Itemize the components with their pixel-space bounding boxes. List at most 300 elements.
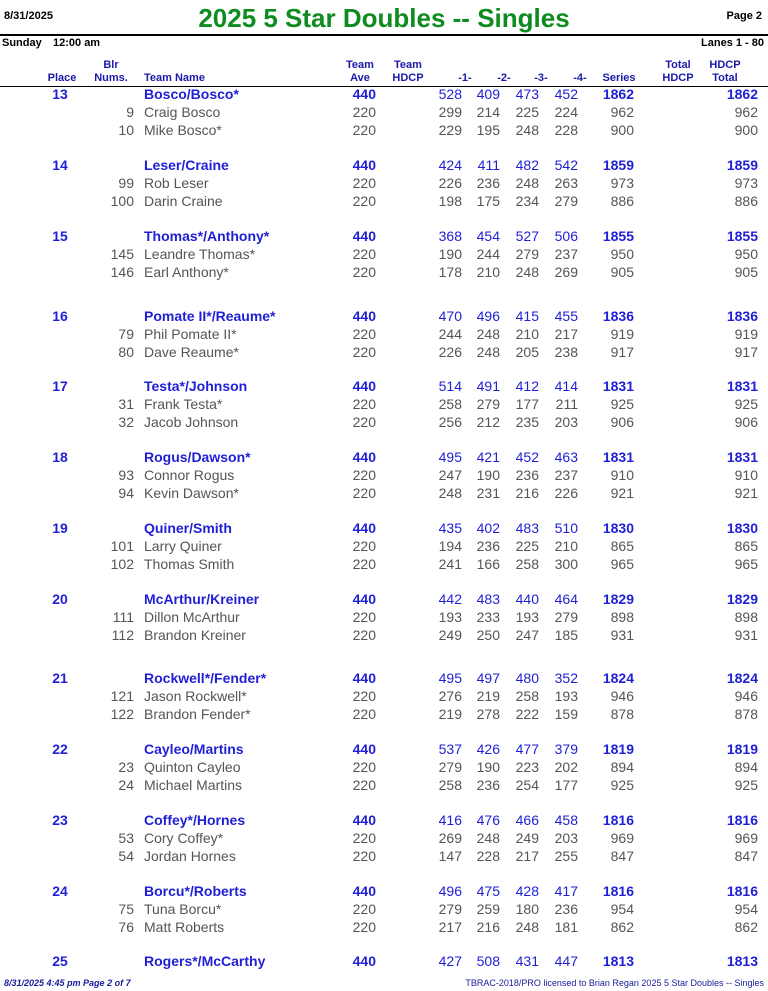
bowler-series: 917	[610, 344, 634, 360]
bowler-series: 954	[610, 901, 634, 917]
bowler-game-3: 248	[515, 264, 539, 280]
bowler-game-1: 244	[438, 326, 462, 342]
col-team-hdcp-bottom: HDCP	[392, 72, 424, 84]
bowler-game-4: 263	[554, 175, 578, 191]
bowler-game-3: 225	[515, 538, 539, 554]
col-blr-top: Blr	[103, 59, 119, 71]
team-game-3: 415	[515, 308, 539, 324]
player-row	[0, 414, 768, 432]
bowler-name: Craig Bosco	[144, 104, 221, 120]
bowler-name: Brandon Fender*	[144, 706, 251, 722]
team-game-4: 352	[554, 670, 578, 686]
bowler-number: 112	[111, 627, 134, 643]
bowler-hdcp-total: 954	[734, 901, 758, 917]
bowler-series: 910	[610, 467, 634, 483]
bowler-name: Jason Rockwell*	[144, 688, 247, 704]
team-game-3: 477	[515, 741, 539, 757]
bowler-hdcp-total: 910	[734, 467, 758, 483]
team-series: 1855	[602, 228, 634, 244]
bowler-average: 220	[352, 901, 376, 917]
bowler-hdcp-total: 962	[734, 104, 758, 120]
bowler-name: Rob Leser	[144, 175, 209, 191]
team-name: Rogers*/McCarthy	[144, 953, 266, 969]
bowler-average: 220	[352, 193, 376, 209]
bowler-game-1: 219	[438, 706, 462, 722]
player-row	[0, 688, 768, 706]
bowler-name: Dave Reaume*	[144, 344, 239, 360]
bowler-hdcp-total: 931	[734, 627, 758, 643]
team-game-1: 416	[438, 812, 462, 828]
team-game-3: 473	[515, 86, 539, 102]
team-place: 13	[52, 86, 68, 102]
bowler-average: 220	[352, 688, 376, 704]
team-place: 21	[52, 670, 68, 686]
team-name: Coffey*/Hornes	[144, 812, 246, 828]
player-row	[0, 396, 768, 414]
team-game-2: 421	[476, 449, 500, 465]
bowler-name: Brandon Kreiner	[144, 627, 246, 643]
team-place: 18	[52, 449, 68, 465]
team-average: 440	[352, 883, 376, 899]
bowler-average: 220	[352, 104, 376, 120]
bowler-game-1: 249	[438, 627, 462, 643]
bowler-name: Darin Craine	[144, 193, 223, 209]
bowler-game-3: 236	[515, 467, 539, 483]
bowler-average: 220	[352, 759, 376, 775]
bowler-number: 93	[118, 467, 134, 483]
player-row	[0, 759, 768, 777]
team-average: 440	[352, 812, 376, 828]
bowler-game-2: 210	[476, 264, 500, 280]
bowler-series: 847	[610, 848, 634, 864]
bowler-game-3: 216	[515, 485, 539, 501]
team-average: 440	[352, 378, 376, 394]
bowler-series: 919	[610, 326, 634, 342]
bowler-game-4: 269	[554, 264, 578, 280]
team-game-2: 497	[476, 670, 500, 686]
bowler-game-3: 205	[515, 344, 539, 360]
team-average: 440	[352, 228, 376, 244]
col-series: Series	[602, 72, 636, 84]
bowler-game-1: 279	[438, 759, 462, 775]
team-game-1: 424	[438, 157, 462, 173]
team-place: 19	[52, 520, 68, 536]
team-hdcp-total: 1836	[726, 308, 758, 324]
bowler-number: 23	[118, 759, 134, 775]
bowler-average: 220	[352, 396, 376, 412]
team-game-3: 412	[515, 378, 539, 394]
bowler-series: 921	[610, 485, 634, 501]
bowler-average: 220	[352, 609, 376, 625]
bowler-number: 31	[118, 396, 134, 412]
team-row	[0, 308, 768, 326]
team-place: 20	[52, 591, 68, 607]
bowler-game-1: 226	[438, 344, 462, 360]
player-row	[0, 627, 768, 645]
team-game-4: 414	[554, 378, 578, 394]
player-row	[0, 485, 768, 503]
team-game-2: 411	[477, 157, 500, 173]
team-game-4: 458	[554, 812, 578, 828]
bowler-game-2: 214	[476, 104, 500, 120]
bowler-game-4: 211	[555, 396, 578, 412]
bowler-number: 111	[112, 609, 134, 625]
player-row	[0, 777, 768, 795]
team-game-4: 455	[554, 308, 578, 324]
team-game-2: 454	[476, 228, 500, 244]
col-hdcp-total-top: HDCP	[709, 59, 741, 71]
bowler-game-3: 258	[515, 556, 539, 572]
col-hdcp-total-bottom: Total	[712, 72, 738, 84]
team-game-2: 483	[476, 591, 500, 607]
bowler-game-4: 203	[554, 414, 578, 430]
team-average: 440	[352, 157, 376, 173]
bowler-number: 145	[110, 246, 134, 262]
bowler-name: Mike Bosco*	[144, 122, 222, 138]
bowler-series: 900	[610, 122, 634, 138]
bowler-hdcp-total: 973	[734, 175, 758, 191]
team-row	[0, 670, 768, 688]
bowler-game-4: 177	[554, 777, 578, 793]
bowler-number: 122	[110, 706, 134, 722]
team-name: Cayleo/Martins	[144, 741, 244, 757]
team-game-3: 480	[515, 670, 539, 686]
bowler-game-2: 190	[476, 759, 500, 775]
bowler-game-4: 228	[554, 122, 578, 138]
bowler-game-2: 248	[476, 344, 500, 360]
bowler-number: 94	[118, 485, 134, 501]
player-row	[0, 104, 768, 122]
bowler-game-1: 248	[438, 485, 462, 501]
team-place: 15	[52, 228, 68, 244]
bowler-name: Frank Testa*	[144, 396, 223, 412]
col-team-hdcp-top: Team	[394, 59, 422, 71]
team-game-1: 537	[438, 741, 462, 757]
player-row	[0, 538, 768, 556]
bowler-number: 121	[110, 688, 134, 704]
bowler-series: 973	[610, 175, 634, 191]
bowler-game-4: 193	[554, 688, 578, 704]
bowler-number: 54	[118, 848, 134, 864]
team-series: 1831	[602, 378, 634, 394]
bowler-hdcp-total: 946	[734, 688, 758, 704]
bowler-game-2: 190	[476, 467, 500, 483]
team-hdcp-total: 1831	[726, 449, 758, 465]
bowler-average: 220	[352, 246, 376, 262]
bowler-game-3: 279	[515, 246, 539, 262]
bowler-hdcp-total: 906	[734, 414, 758, 430]
team-row	[0, 520, 768, 538]
bowler-name: Matt Roberts	[144, 919, 225, 935]
team-game-3: 440	[515, 591, 539, 607]
bowler-game-4: 224	[554, 104, 578, 120]
bowler-game-4: 236	[554, 901, 578, 917]
team-game-4: 452	[554, 86, 578, 102]
bowler-name: Earl Anthony*	[144, 264, 229, 280]
player-row	[0, 830, 768, 848]
col-game-2: -2-	[497, 72, 511, 84]
bowler-game-2: 175	[476, 193, 500, 209]
bowler-game-2: 278	[476, 706, 500, 722]
bowler-average: 220	[352, 538, 376, 554]
bowler-number: 79	[118, 326, 134, 342]
bowler-game-4: 185	[554, 627, 578, 643]
bowler-series: 925	[610, 396, 634, 412]
team-game-1: 495	[438, 670, 462, 686]
team-name: Borcu*/Roberts	[144, 883, 247, 899]
bowler-name: Jordan Hornes	[144, 848, 236, 864]
bowler-hdcp-total: 905	[734, 264, 758, 280]
bowler-average: 220	[352, 485, 376, 501]
bowler-series: 886	[610, 193, 634, 209]
lanes-label: Lanes 1 - 80	[701, 37, 764, 49]
bowler-game-3: 247	[515, 627, 539, 643]
bowler-average: 220	[352, 830, 376, 846]
team-average: 440	[352, 741, 376, 757]
team-series: 1831	[602, 449, 634, 465]
col-team-ave-top: Team	[346, 59, 374, 71]
bowler-game-2: 228	[476, 848, 500, 864]
team-game-1: 427	[438, 953, 462, 969]
bowler-hdcp-total: 969	[734, 830, 758, 846]
bowler-game-4: 237	[554, 467, 578, 483]
team-row	[0, 157, 768, 175]
bowler-game-4: 226	[554, 485, 578, 501]
team-name: Pomate II*/Reaume*	[144, 308, 276, 324]
bowler-game-3: 193	[515, 609, 539, 625]
bowler-name: Larry Quiner	[144, 538, 222, 554]
footer-left: 8/31/2025 4:45 pm Page 2 of 7	[4, 978, 131, 988]
bowler-game-2: 248	[476, 830, 500, 846]
team-row	[0, 741, 768, 759]
team-row	[0, 449, 768, 467]
bowler-series: 925	[610, 777, 634, 793]
bowler-game-4: 202	[554, 759, 578, 775]
bowler-series: 950	[610, 246, 634, 262]
team-average: 440	[352, 670, 376, 686]
team-game-3: 482	[515, 157, 539, 173]
team-name: Leser/Craine	[144, 157, 229, 173]
bowler-number: 10	[118, 122, 134, 138]
bowler-number: 99	[118, 175, 134, 191]
bowler-hdcp-total: 900	[734, 122, 758, 138]
bowler-game-1: 194	[438, 538, 462, 554]
bowler-hdcp-total: 886	[734, 193, 758, 209]
team-game-4: 542	[554, 157, 578, 173]
bowler-name: Thomas Smith	[144, 556, 235, 572]
bowler-number: 53	[118, 830, 134, 846]
bowler-game-4: 159	[554, 706, 578, 722]
bowler-game-1: 193	[438, 609, 462, 625]
team-place: 25	[52, 953, 68, 969]
bowler-game-4: 279	[554, 193, 578, 209]
bowler-game-3: 177	[515, 396, 539, 412]
bowler-game-1: 198	[438, 193, 462, 209]
bowler-game-3: 234	[515, 193, 539, 209]
team-place: 14	[52, 157, 68, 173]
team-game-2: 475	[476, 883, 500, 899]
bowler-name: Connor Rogus	[144, 467, 235, 483]
team-hdcp-total: 1829	[726, 591, 758, 607]
player-row	[0, 609, 768, 627]
team-row	[0, 953, 768, 971]
team-game-4: 379	[554, 741, 578, 757]
bowler-game-1: 241	[438, 556, 462, 572]
bowler-game-1: 247	[438, 467, 462, 483]
bowler-average: 220	[352, 264, 376, 280]
team-name: Bosco/Bosco*	[144, 86, 239, 102]
bowler-game-2: 195	[476, 122, 500, 138]
team-game-1: 514	[438, 378, 462, 394]
bowler-game-1: 217	[438, 919, 462, 935]
bowler-game-2: 279	[476, 396, 500, 412]
bowler-series: 865	[610, 538, 634, 554]
player-row	[0, 919, 768, 937]
bowler-series: 878	[610, 706, 634, 722]
team-game-2: 402	[476, 520, 500, 536]
bowler-game-2: 233	[476, 609, 500, 625]
bowler-game-3: 222	[515, 706, 539, 722]
team-average: 440	[352, 86, 376, 102]
bowler-series: 962	[610, 104, 634, 120]
bowler-hdcp-total: 965	[734, 556, 758, 572]
team-row	[0, 228, 768, 246]
bowler-average: 220	[352, 627, 376, 643]
team-game-2: 508	[476, 953, 500, 969]
bowler-game-4: 238	[554, 344, 578, 360]
bowler-average: 220	[352, 556, 376, 572]
team-game-1: 495	[438, 449, 462, 465]
bowler-average: 220	[352, 326, 376, 342]
team-hdcp-total: 1855	[726, 228, 758, 244]
team-average: 440	[352, 520, 376, 536]
col-game-3: -3-	[534, 72, 548, 84]
bowler-name: Phil Pomate II*	[144, 326, 237, 342]
bowler-series: 969	[610, 830, 634, 846]
team-game-1: 528	[438, 86, 462, 102]
bowler-game-1: 258	[438, 777, 462, 793]
player-row	[0, 246, 768, 264]
team-row	[0, 883, 768, 901]
team-series: 1816	[602, 812, 634, 828]
bowler-series: 965	[610, 556, 634, 572]
bowler-hdcp-total: 862	[734, 919, 758, 935]
bowler-name: Quinton Cayleo	[144, 759, 241, 775]
player-row	[0, 344, 768, 362]
footer-right: TBRAC-2018/PRO licensed to Brian Regan 2025 5 Star Doubles -- Singles	[465, 978, 764, 988]
bowler-game-3: 248	[515, 122, 539, 138]
bowler-game-1: 178	[438, 264, 462, 280]
bowler-average: 220	[352, 344, 376, 360]
col-blr-bottom: Nums.	[94, 72, 128, 84]
team-series: 1862	[602, 86, 634, 102]
bowler-game-1: 147	[438, 848, 462, 864]
report-title: 2025 5 Star Doubles -- Singles	[198, 3, 570, 33]
player-row	[0, 264, 768, 282]
bowler-number: 9	[126, 104, 134, 120]
bowler-hdcp-total: 894	[734, 759, 758, 775]
bowler-game-1: 276	[438, 688, 462, 704]
bowler-game-3: 180	[515, 901, 539, 917]
team-series: 1824	[602, 670, 634, 686]
bowler-hdcp-total: 847	[734, 848, 758, 864]
bowler-hdcp-total: 919	[734, 326, 758, 342]
bowler-hdcp-total: 925	[734, 777, 758, 793]
team-series: 1830	[602, 520, 634, 536]
player-row	[0, 706, 768, 724]
col-team-name: Team Name	[144, 72, 205, 84]
bowler-game-3: 254	[515, 777, 539, 793]
team-game-1: 470	[438, 308, 462, 324]
team-game-4: 506	[554, 228, 578, 244]
team-hdcp-total: 1862	[726, 86, 758, 102]
team-row	[0, 378, 768, 396]
bowler-average: 220	[352, 848, 376, 864]
player-row	[0, 556, 768, 574]
report-date: 8/31/2025	[4, 10, 53, 22]
player-row	[0, 901, 768, 919]
team-game-4: 447	[554, 953, 578, 969]
team-row	[0, 591, 768, 609]
col-total-hdcp-bottom: HDCP	[662, 72, 694, 84]
bowler-number: 24	[118, 777, 134, 793]
bowler-game-3: 223	[515, 759, 539, 775]
bowler-game-4: 279	[554, 609, 578, 625]
bowler-game-3: 225	[515, 104, 539, 120]
team-name: Rogus/Dawson*	[144, 449, 251, 465]
bowler-game-1: 279	[438, 901, 462, 917]
team-average: 440	[352, 308, 376, 324]
team-name: Testa*/Johnson	[144, 378, 248, 394]
bowler-hdcp-total: 865	[734, 538, 758, 554]
bowler-game-3: 249	[515, 830, 539, 846]
bowler-name: Tuna Borcu*	[144, 901, 222, 917]
bowler-game-2: 259	[476, 901, 500, 917]
bowler-game-1: 269	[438, 830, 462, 846]
bowler-hdcp-total: 925	[734, 396, 758, 412]
bowler-game-4: 210	[554, 538, 578, 554]
bowler-average: 220	[352, 919, 376, 935]
bowler-game-1: 299	[438, 104, 462, 120]
team-name: McArthur/Kreiner	[144, 591, 260, 607]
bowler-number: 101	[110, 538, 134, 554]
bowler-game-2: 236	[476, 175, 500, 191]
team-game-4: 464	[554, 591, 578, 607]
bowler-game-2: 166	[476, 556, 500, 572]
team-game-2: 426	[476, 741, 500, 757]
team-series: 1829	[602, 591, 634, 607]
col-game-4: -4-	[573, 72, 587, 84]
team-game-4: 463	[554, 449, 578, 465]
team-game-4: 417	[554, 883, 578, 899]
team-game-4: 510	[554, 520, 578, 536]
team-game-3: 483	[515, 520, 539, 536]
bowler-hdcp-total: 950	[734, 246, 758, 262]
bowler-game-2: 236	[476, 538, 500, 554]
bowler-series: 946	[610, 688, 634, 704]
team-average: 440	[352, 591, 376, 607]
team-series: 1819	[602, 741, 634, 757]
team-game-3: 431	[515, 953, 539, 969]
bowler-game-3: 248	[515, 175, 539, 191]
team-game-3: 452	[515, 449, 539, 465]
team-row	[0, 812, 768, 830]
bowler-series: 931	[610, 627, 634, 643]
bowler-average: 220	[352, 175, 376, 191]
col-team-ave-bottom: Ave	[350, 72, 370, 84]
bowler-name: Jacob Johnson	[144, 414, 239, 430]
team-average: 440	[352, 953, 376, 969]
